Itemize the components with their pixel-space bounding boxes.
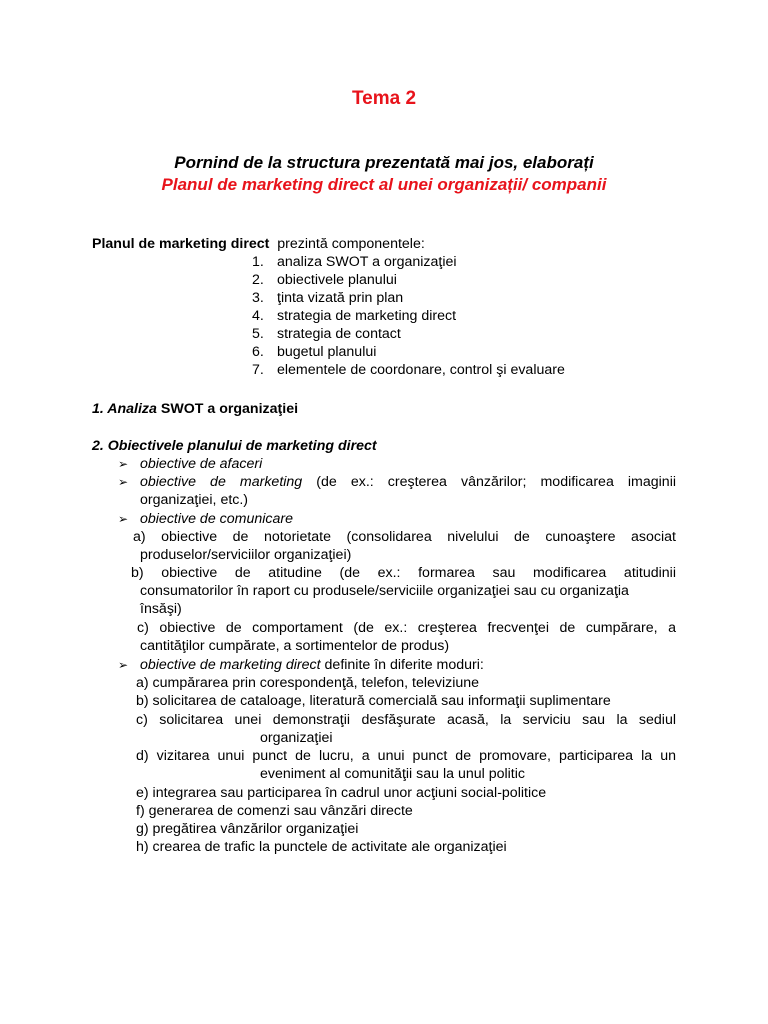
- intro-bold: Planul de marketing direct: [92, 236, 270, 252]
- comunicare-item-b: b) obiective de atitudine (de ex.: formarea sau modificarea atitudinii: [131, 565, 676, 581]
- subtitle-topic: Planul de marketing direct al unei organizații/ companii: [161, 175, 607, 194]
- comunicare-item-c: c) obiective de comportament (de ex.: creşterea frecvenţei de cumpărare, a: [137, 620, 676, 636]
- md-item-c-cont: organizaţiei: [260, 730, 333, 746]
- md-item-d-cont: eveniment al comunităţii sau la unul politic: [260, 766, 525, 782]
- md-item-f: f) generarea de comenzi sau vânzări directe: [136, 803, 413, 819]
- md-item-d: d) vizitarea unui punct de lucru, a unui punct de promovare, participarea la un: [136, 748, 676, 764]
- bullet-item: ➢ obiective de comunicare: [118, 511, 293, 527]
- list-item: 6. bugetul planului: [252, 344, 377, 360]
- arrow-bullet-icon: ➢: [118, 512, 129, 526]
- arrow-bullet-icon: ➢: [118, 475, 129, 489]
- list-item: 1. analiza SWOT a organizaţiei: [252, 254, 457, 270]
- md-item-a: a) cumpărarea prin corespondenţă, telefon, televiziune: [136, 675, 480, 691]
- comunicare-item-b-cont: consumatorilor în raport cu produsele/serviciile organizaţiei sau cu organizaţia: [140, 583, 629, 599]
- section-2-heading: 2. Obiectivele planului de marketing direct: [92, 438, 377, 454]
- arrow-bullet-icon: ➢: [118, 658, 129, 672]
- bullet-item: ➢ obiective de marketing direct definite în diferite moduri:: [118, 657, 484, 673]
- bullet-item: ➢ obiective de afaceri: [118, 456, 263, 472]
- list-item: 4. strategia de marketing direct: [252, 308, 457, 324]
- subtitle-instruction: Pornind de la structura prezentată mai jos, elaborați: [174, 153, 594, 172]
- intro-rest: prezintă componentele:: [269, 236, 425, 252]
- page-title: Tema 2: [351, 88, 417, 109]
- bullet-continuation: organizaţiei, etc.): [140, 492, 249, 508]
- list-item: 5. strategia de contact: [252, 326, 401, 342]
- md-item-g: g) pregătirea vânzărilor organizaţiei: [136, 821, 359, 837]
- md-item-b: b) solicitarea de cataloage, literatură comercială sau informaţii suplimentare: [136, 693, 611, 709]
- comunicare-item-a: a) obiective de notorietate (consolidarea nivelului de cunoaştere asociat: [133, 529, 676, 545]
- intro-line: [92, 235, 425, 253]
- md-item-h: h) crearea de trafic la punctele de activitate ale organizaţiei: [136, 839, 507, 855]
- comunicare-item-a-cont: produselor/serviciilor organizaţiei): [140, 547, 352, 563]
- bullet-item: ➢ obiective de marketing (de ex.: creşterea vânzărilor; modificarea imaginii: [118, 474, 676, 490]
- section-1-heading: 1. Analiza SWOT a organizaţiei: [92, 401, 299, 417]
- md-item-c: c) solicitarea unei demonstraţii desfăşurate acasă, la serviciu sau la sediul: [136, 712, 676, 728]
- list-item: 7. elementele de coordonare, control şi evaluare: [252, 362, 565, 378]
- comunicare-item-c-cont: cantităţilor cumpărate, a sortimentelor de produs): [140, 638, 450, 654]
- comunicare-item-b-cont: însăşi): [140, 601, 182, 617]
- list-item: 2. obiectivele planului: [252, 272, 397, 288]
- arrow-bullet-icon: ➢: [118, 457, 129, 471]
- list-item: 3. ţinta vizată prin plan: [252, 290, 404, 306]
- md-item-e: e) integrarea sau participarea în cadrul unor acţiuni social-politice: [136, 785, 547, 801]
